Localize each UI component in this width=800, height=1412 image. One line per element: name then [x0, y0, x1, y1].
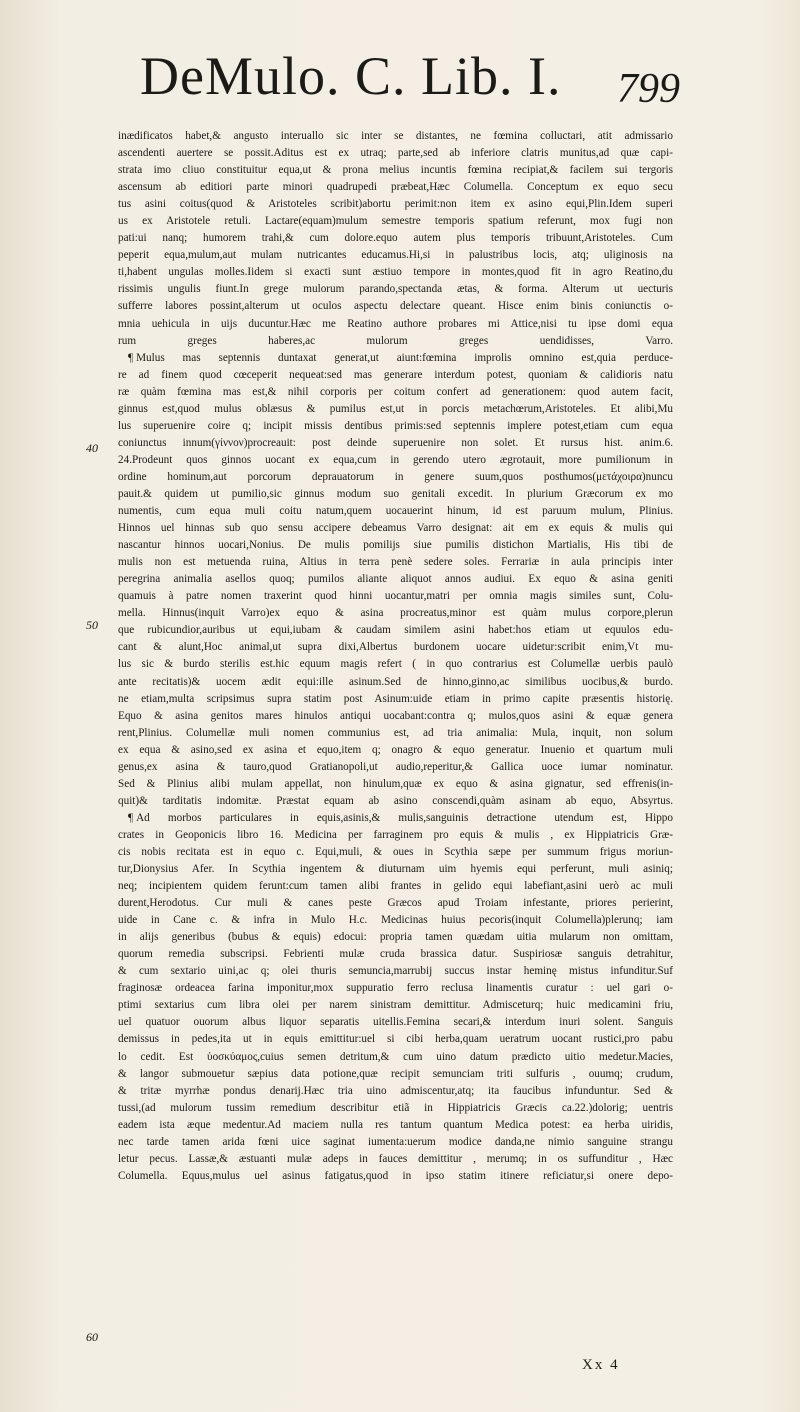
text-line: rissimis ungulis fiunt.In grege mulorum parando,spectanda ætas, & forma. Alterum ut uecturis: [118, 283, 673, 296]
text-line: & tritæ myrrhæ pondus denarij.Hæc tria uino admiscentur,atq; ita faucibus infunduntur. Sed &: [118, 1084, 673, 1097]
text-line: inædificatos habet,& angusto interuallo sic inter se distantes, ne fœmina colluctari, atit admissario: [118, 130, 673, 142]
text-line: mella. Hinnus(inquit Varro)ex equo & asina procreatus,minor est quàm mulus corpore,plerun: [118, 607, 673, 620]
text-line: mnia uehicula in uijs ducuntur.Hæc me Reatino authore probares mi Attice,nisi tu ipse domi equa: [118, 317, 673, 330]
text-line: demissus in pedes,ita ut in equis emittitur:uel si cibi herba,quam ueratrum uocant rustici,pro pabu: [118, 1033, 673, 1046]
text-line: genus,ex asina & tauro,quod Gratianopoli,ut audio,reperitur,& Gallica uoce iumar nominatur.: [118, 760, 673, 773]
text-line: quorum remedia subscripsi. Febrienti mulæ cruda brassica datur. Suspiriosæ sanguis detrahitur,: [118, 948, 673, 961]
text-line: quamuis à patre nomen traxerint quod hinni uocantur,matri per omnia magis similes sunt, Colu-: [118, 590, 673, 603]
text-line: mulis non est metuenda ruina, Altius in terra penè sedere soles. Ferrariæ in aula principis inter: [118, 556, 673, 569]
text-line: letur pecus. Lassæ,& æstuanti mulæ adeps in fauces demittitur , merumq; in os suffunditur , Hæc: [118, 1152, 673, 1165]
text-line: uel quatuor ouorum albus liquor separatis uitellis.Femina secari,& interdum inuri solent. Sanguis: [118, 1016, 673, 1029]
text-line: Hinnos uel hinnas sub quo sensu accipere debeamus Varro designat: ait em ex equis & mulis qui: [118, 522, 673, 535]
text-line: ante recitatis)& uocem ædit equi:ille asinum.Sed de hinno,ginno,ac similibus uocibus,& burdo.: [118, 675, 673, 688]
text-line: ne etiam,multa scripsimus supra statim post Asinum:uide etiam in primo capite præsentis historię.: [118, 692, 673, 705]
text-line: ascendenti auertere se possit.Aditus est ex utraq; parte,sed ab inferiore clatris munitus,ad quæ capi-: [118, 147, 673, 160]
text-line: quit)& tarditatis indomitæ. Præstat equam ab asino conscendi,quàm asinam ab equo, Absyrtus.: [118, 794, 673, 807]
text-line: fraginosæ ordeacea farina imponitur,mox suppuratio ferro reclusa linamentis curatur : uel gari o-: [118, 982, 673, 995]
text-line: ræ quàm fœmina mas est,& nihil corporis per coitum confert ad generationem: quod autem facit,: [118, 385, 673, 398]
text-line: lus sic & burdo sterilis est.hic equum magis refert ( in quo contrarius est Columellæ uerbis paulò: [118, 658, 673, 671]
text-line: durent,Herodotus. Cur muli & canes peste Græcos apud Troiam infestante, priores perierint,: [118, 897, 673, 910]
text-line: coniunctus innum(γίννον)procreauit: post deinde superuenire non solet. Et rursus hist. anim.6.: [118, 436, 673, 449]
text-line: ex equa & asino,sed ex asina et equo,item q; onagro & equo generatur. Inuenio et quartum muli: [118, 743, 673, 756]
text-line: rum greges haberes,ac mulorum greges uendidisses, Varro.: [118, 334, 673, 347]
page-number: 799: [617, 66, 680, 112]
text-line: ¶ Mulus mas septennis duntaxat generat,ut aiunt:fœmina improlis omnino est,quia perduce-: [118, 350, 673, 367]
text-line: lo cedit. Est ὑοσκύαμος,cuius semen detritum,& cum uino datum prædicto uitio medetur.Macies,: [118, 1050, 673, 1063]
text-line: pauit.& quidem ut pumilio,sic ginnus modum suo genitali excedit. In plurium Græcorum ex mo: [118, 487, 673, 500]
text-line: uide in Cane c. & infra in Mulo H.c. Medicinas huius pecoris(inquit Columella)plerunq; iam: [118, 914, 673, 927]
page-header: [140, 45, 680, 125]
text-line: pati:ui nanq; humorem trahi,& cum dolore.equo autem plus temporis tribuunt,Aristoteles. Cum: [118, 232, 673, 245]
text-line: rent,Plinius. Columellæ muli nomen communius est, ad tria animalia: Mula, inquit, non solum: [118, 726, 673, 739]
marginal-line-number: 60: [86, 1330, 98, 1344]
text-line: strata imo cliuo constituitur equa,ut & prona melius incuntis fœmina recipiat,& facilem sui tergoris: [118, 164, 673, 177]
text-line: ascensum ab editiori parte minori quadrupedi præbeat,Hæc Columella. Conceptum ex equo secu: [118, 181, 673, 194]
text-line: que rubicundior,auribus ut equi,iubam & caudam similem asini habet:hos etiam ut equulos edu-: [118, 624, 673, 637]
text-line: ginnus est,quod mulus oblæsus & pumilus est,ut in porcis metachœrum,Aristoteles. Et alibi,Mu: [118, 402, 673, 415]
text-line: Equo & asina genitos mares hinulos antiqui uocabant:contra q; mulos,quos asini & equæ genera: [118, 709, 673, 722]
signature-mark: Xx 4: [582, 1357, 620, 1373]
text-line: Sed & Plinius alibi mulam appellat, non hinulum,quæ ex equo & asina gignatur, sed effrenis(in-: [118, 777, 673, 790]
running-title: DeMulo. C. Lib. I.: [140, 46, 562, 106]
text-line: & langor submouetur sæpius data potione,quæ recipit semunciam triti sulfuris , ouumq; crudum,: [118, 1067, 673, 1080]
text-line: neq; incipientem quidem ferunt:cum tamen alibi frantes in gelido equi labefiant,asini uerò ac muli: [118, 880, 673, 893]
text-line: peperit equa,mulum,aut mulam nutricantes educamus.Hi,si in palustribus locis, atq; uliginosis na: [118, 249, 673, 262]
marginal-line-number: 50: [86, 618, 98, 632]
text-line: us ex Aristotele retuli. Lactare(equam)mulum semestre temporis spatium referunt, mox fugi non: [118, 215, 673, 228]
text-line: nascantur hinnos uocari,Nonius. De mulis pomilijs siue pumilis distichon Martialis, His tibi de: [118, 539, 673, 552]
text-line: numentis, cum equa muli coitu natum,quem uocauerint hinum, id est paruum mulum, Plinius.: [118, 505, 673, 518]
text-line: ¶ Ad morbos particulares in equis,asinis,& mulis,sanguinis detractione utendum est, Hippo: [118, 810, 673, 827]
text-line: tussi,(ad mulorum tussim remedium describitur etiã in Hippiatricis Græcis ca.22.)dolorig; uentris: [118, 1101, 673, 1114]
text-line: & cum sextario uini,ac q; olei thuris semuncia,marrubij succus instar heminę mistus infunditur.Suf: [118, 965, 673, 978]
text-line: crates in Geoponicis libro 16. Medicina per farraginem pro equis & mulis , ex Hippiatricis Græ-: [118, 828, 673, 841]
text-line: sufferre labores possint,alterum ut oculos aspectu delectare queant. Hisce enim binis coniunctis o-: [118, 300, 673, 313]
text-line: tur,Dionysius Afer. In Scythia ingentem & diuturnam uim hyemis equi perferunt, muli asiniq;: [118, 863, 673, 876]
text-line: Columella. Equus,mulus uel asinus fatigatus,quod in ipso statim itinere reficiatur,si onere depo-: [118, 1169, 673, 1182]
text-line: ti,habent ungulas molles.Iidem si exacti sunt æstiuo tempore in montes,quod fit in agro Reatino,du: [118, 266, 673, 279]
text-line: cant & alunt,Hoc animal,ut supra dixi,Albertus burdonem uocare uidetur:scribit enim,Vt mu-: [118, 641, 673, 654]
text-line: eadem ista æque medentur.Ad maciem nulla res tantum quantum Medica potest: ea herba uiridis,: [118, 1118, 673, 1131]
text-line: in alijs generibus (bubus & equis) edocui: propria tamen quædam uitia mularum non omittam,: [118, 931, 673, 944]
text-line: peregrina animalia asellos quoq; pumilos aliante aliquot annos audiui. Ex equo & asina geniti: [118, 573, 673, 586]
marginal-line-number: 40: [86, 441, 98, 455]
text-line: re ad finem quod cœceperit nequeat:sed mas generare interdum potest, quoniam & calidioris natu: [118, 368, 673, 381]
text-line: ordine hominum,aut porcorum deprauatorum in genere suum,quos posthumos(μετάχοιρα)nuncu: [118, 470, 673, 483]
body-text: [118, 128, 673, 1185]
text-line: tus asini coitus(quod & Aristoteles scribit)abortu perimit:non item ex asino equi,Plin.Idem superi: [118, 198, 673, 211]
text-line: lus superuenire coire q; incipit missis dentibus primis:sed septennis implere potest,etiam cum equa: [118, 419, 673, 432]
text-line: nec tarde tamen arida fœni uice saginat iumenta:uerum modice danda,ne nimio sanguine strangu: [118, 1135, 673, 1148]
text-line: ptimi sextarius cum libra olei per narem sinistram demittitur. Admisceturq; huic medicamini friu,: [118, 999, 673, 1012]
text-line: cis nobis recitata est in equo c. Equi,muli, & oues in Scythia sæpe per summum frigus moriun-: [118, 845, 673, 858]
text-line: 24.Prodeunt quos ginnos uocant ex equa,cum in gerendo utero ægrotauit, more pumilionum in: [118, 453, 673, 466]
